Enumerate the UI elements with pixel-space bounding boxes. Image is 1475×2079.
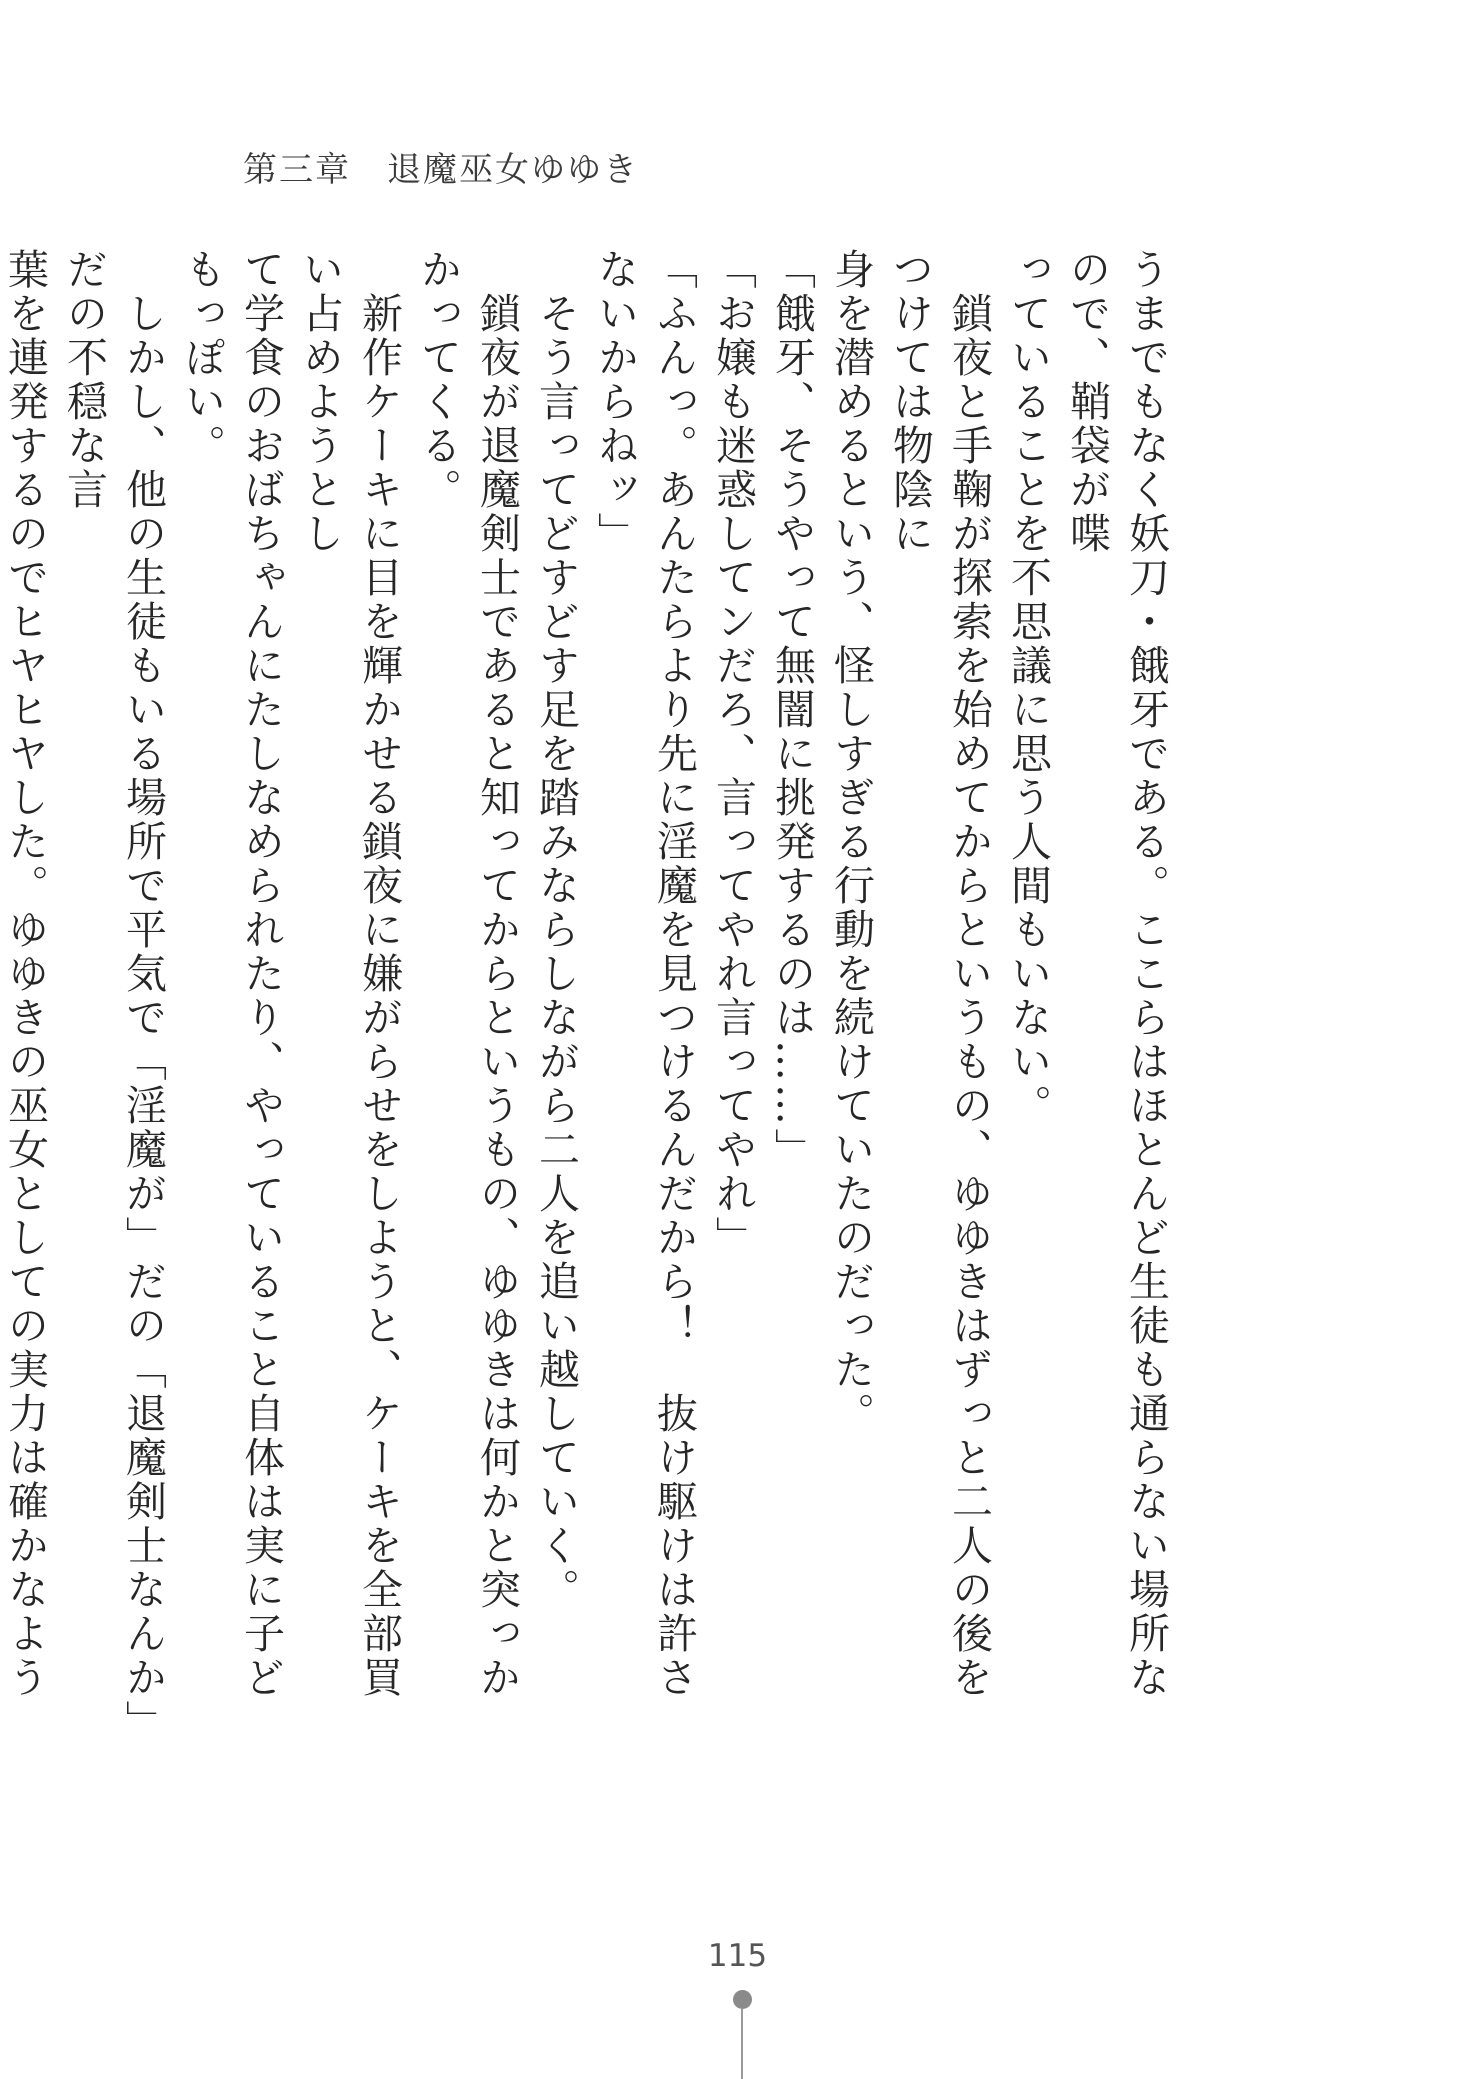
text-line: うまでもなく妖刀・餓牙である。ここらはほとんど生徒も通らない場所なので、鞘袋が喋 bbox=[1063, 248, 1170, 1700]
text-line: しかし、他の生徒もいる場所で平気で「淫魔が」だの「退魔剣士なんか」だの不穏な言 bbox=[60, 248, 167, 1724]
text-line: 「ふんっ。あんたらより先に淫魔を見つけるんだから！ 抜け駆けは許さないからねッ」 bbox=[591, 248, 698, 1700]
text-line: 「餓牙、そうやって無闇に挑発するのは……」 bbox=[768, 248, 816, 1172]
text-line: て学食のおばちゃんにたしなめられたり、やっていること自体は実に子どもっぽい。 bbox=[178, 248, 285, 1700]
text-line: っていることを不思議に思う人間もいない。 bbox=[1004, 248, 1052, 1128]
text-line: 身を潜めるという、怪しすぎる行動を続けていたのだった。 bbox=[827, 248, 875, 1436]
text-line: 葉を連発するのでヒヤヒヤした。ゆゆきの巫女としての実力は確かなよう bbox=[1, 248, 49, 1700]
text-line: 新作ケーキに目を輝かせる鎖夜に嫌がらせをしようと、ケーキを全部買い占めようとし bbox=[296, 248, 403, 1700]
text-line: 鎖夜と手鞠が探索を始めてからというもの、ゆゆきはずっと二人の後をつけては物陰に bbox=[886, 248, 993, 1700]
running-head: 第三章 退魔巫女ゆゆき bbox=[243, 150, 639, 190]
page-marker-line bbox=[741, 2009, 743, 2079]
text-line: 鎖夜が退魔剣士であると知ってからというもの、ゆゆきは何かと突っかかってくる。 bbox=[414, 248, 521, 1700]
page-marker-dot bbox=[733, 1990, 752, 2009]
text-line: 「お嬢も迷惑してンだろ、言ってやれ言ってやれ」 bbox=[709, 248, 757, 1260]
page-number: 115 bbox=[707, 1938, 768, 1974]
text-line: そう言ってどすどす足を踏みならしながら二人を追い越していく。 bbox=[532, 248, 580, 1612]
body-text bbox=[0, 248, 1175, 1728]
